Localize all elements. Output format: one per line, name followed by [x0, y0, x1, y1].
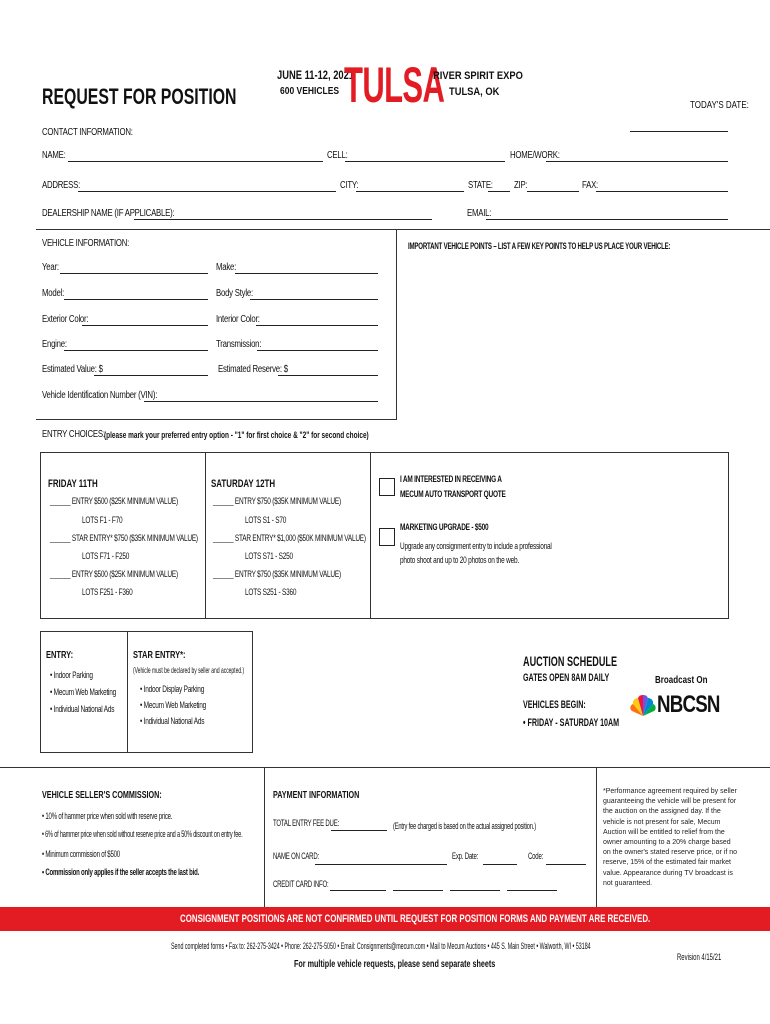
divider	[264, 767, 265, 907]
star-benefit-1: • Indoor Display Parking	[140, 684, 205, 694]
interior-color-field[interactable]	[256, 325, 378, 326]
exp-date-label: Exp. Date:	[452, 851, 479, 861]
code-field[interactable]	[546, 864, 586, 865]
marketing-upgrade-checkbox[interactable]	[379, 528, 395, 546]
entry-choices-heading: ENTRY CHOICES:	[42, 429, 105, 440]
page-title: REQUEST FOR POSITION	[42, 84, 237, 109]
cell-field[interactable]	[345, 161, 505, 162]
saturday-option-2-lots: LOTS S71 - S250	[245, 551, 293, 561]
commission-item-2: • 6% of hammer price when sold without reserve price and a 50% discount on entry fee.	[42, 829, 243, 839]
transport-quote-label-1: I AM INTERESTED IN RECEIVING A	[400, 474, 502, 484]
auction-schedule-heading: AUCTION SCHEDULE	[523, 653, 618, 669]
friday-option-2[interactable]: ______ STAR ENTRY* $750 ($35K MINIMUM VALUE)	[50, 533, 198, 543]
address-label: ADDRESS:	[42, 180, 81, 191]
star-entry-title: STAR ENTRY*:	[133, 650, 186, 661]
vehicles-begin-time: • FRIDAY - SATURDAY 10AM	[523, 717, 620, 729]
estimated-reserve-label: Estimated Reserve: $	[218, 364, 288, 375]
saturday-option-1[interactable]: ______ ENTRY $750 ($35K MINIMUM VALUE)	[213, 496, 341, 506]
gates-open: GATES OPEN 8AM DAILY	[523, 672, 610, 684]
name-field[interactable]	[68, 161, 323, 162]
friday-option-2-lots: LOTS F71 - F250	[82, 551, 130, 561]
vehicle-heading: VEHICLE INFORMATION:	[42, 238, 130, 249]
vehicles-begin-label: VEHICLES BEGIN:	[523, 699, 586, 711]
engine-label: Engine:	[42, 339, 67, 350]
commission-item-1: • 10% of hammer price when sold with reserve price.	[42, 811, 173, 821]
saturday-title: SATURDAY 12TH	[211, 478, 276, 490]
payment-heading: PAYMENT INFORMATION	[273, 790, 360, 801]
dealership-field[interactable]	[134, 219, 432, 220]
interior-color-label: Interior Color:	[216, 314, 260, 325]
card-number-field-1[interactable]	[330, 890, 386, 891]
marketing-upgrade-desc-1: Upgrade any consignment entry to include a professional	[400, 541, 552, 551]
state-field[interactable]	[488, 191, 510, 192]
year-field[interactable]	[60, 273, 208, 274]
saturday-option-1-lots: LOTS S1 - S70	[245, 515, 287, 525]
state-label: STATE:	[468, 180, 493, 191]
broadcast-label: Broadcast On	[655, 675, 708, 686]
home-work-label: HOME/WORK:	[510, 150, 560, 161]
star-entry-note: (Vehicle must be declared by seller and accepted.)	[133, 666, 245, 675]
network-logo: NBCSN	[657, 691, 720, 718]
marketing-upgrade-desc-2: photo shoot and up to 20 photos on the web.	[400, 555, 519, 565]
city-label: CITY:	[340, 180, 359, 191]
exp-date-field[interactable]	[483, 864, 517, 865]
friday-option-3-lots: LOTS F251 - F360	[82, 587, 133, 597]
cell-label: CELL:	[327, 150, 348, 161]
transmission-field[interactable]	[257, 350, 378, 351]
name-on-card-field[interactable]	[315, 864, 447, 865]
todays-date-field[interactable]	[630, 131, 728, 132]
estimated-value-label: Estimated Value: $	[42, 364, 103, 375]
transport-quote-label-2: MECUM AUTO TRANSPORT QUOTE	[400, 489, 506, 499]
commission-heading: VEHICLE SELLER'S COMMISSION:	[42, 790, 162, 801]
vin-field[interactable]	[144, 401, 378, 402]
fax-label: FAX:	[582, 180, 598, 191]
email-label: EMAIL:	[467, 208, 492, 219]
confirmation-banner-text: CONSIGNMENT POSITIONS ARE NOT CONFIRMED UNTIL REQUEST FOR POSITION FORMS AND PAYMENT ARE RECEIVED.	[180, 913, 651, 925]
estimated-reserve-field[interactable]	[278, 375, 378, 376]
card-number-field-3[interactable]	[450, 890, 500, 891]
body-style-label: Body Style:	[216, 288, 253, 299]
email-field[interactable]	[486, 219, 728, 220]
venue: RIVER SPIRIT EXPO	[433, 70, 523, 82]
saturday-option-3-lots: LOTS S251 - S360	[245, 587, 297, 597]
commission-item-3: • Minimum commission of $500	[42, 849, 120, 859]
city-field[interactable]	[356, 191, 464, 192]
saturday-option-2[interactable]: ______ STAR ENTRY* $1,000 ($50K MINIMUM VALUE)	[213, 533, 366, 543]
name-label: NAME:	[42, 150, 66, 161]
transmission-label: Transmission:	[216, 339, 262, 350]
card-number-field-4[interactable]	[507, 890, 557, 891]
entry-benefit-3: • Individual National Ads	[50, 704, 115, 714]
make-field[interactable]	[235, 273, 378, 274]
performance-note: *Performance agreement required by seller guaranteeing the vehicle will be present for the auction on the assigned day. If the vehicle is not present for sale, Mecum Auction will be entitled to relief from the owner amounting to a 20% charge based on the owner's stated reserve price, or if no reserve, 15% of the estimated fair market value. Appearance during TV broadcast is not guaranteed.	[603, 788, 738, 887]
saturday-option-3[interactable]: ______ ENTRY $750 ($35K MINIMUM VALUE)	[213, 569, 341, 579]
model-field[interactable]	[64, 299, 208, 300]
star-benefit-2: • Mecum Web Marketing	[140, 700, 207, 710]
total-fee-field[interactable]	[331, 830, 387, 831]
vin-label: Vehicle Identification Number (VIN):	[42, 390, 158, 401]
card-info-label: CREDIT CARD INFO:	[273, 879, 329, 889]
multiple-requests-note: For multiple vehicle requests, please send separate sheets	[294, 959, 496, 970]
divider	[127, 631, 128, 753]
fax-field[interactable]	[596, 191, 728, 192]
model-label: Model:	[42, 288, 65, 299]
friday-option-1-lots: LOTS F1 - F70	[82, 515, 123, 525]
card-number-field-2[interactable]	[393, 890, 443, 891]
exterior-color-field[interactable]	[82, 325, 208, 326]
estimated-value-field[interactable]	[94, 375, 208, 376]
year-label: Year:	[42, 262, 59, 273]
divider	[36, 229, 770, 230]
entry-choices-note: (please mark your preferred entry option - "1" for first choice & "2" for second choice)	[104, 430, 369, 440]
exterior-color-label: Exterior Color:	[42, 314, 89, 325]
entry-type-title: ENTRY:	[46, 650, 74, 661]
engine-field[interactable]	[64, 350, 208, 351]
revision-label: Revision 4/15/21	[677, 952, 722, 962]
divider	[370, 452, 371, 619]
total-fee-label: TOTAL ENTRY FEE DUE:	[273, 818, 340, 828]
friday-option-3[interactable]: ______ ENTRY $500 ($25K MINIMUM VALUE)	[50, 569, 178, 579]
divider	[0, 767, 770, 768]
zip-field[interactable]	[527, 191, 579, 192]
home-work-field[interactable]	[546, 161, 728, 162]
city-logo: TULSA	[344, 57, 445, 113]
friday-title: FRIDAY 11TH	[48, 478, 98, 490]
code-label: Code:	[528, 851, 544, 861]
body-style-field[interactable]	[250, 299, 378, 300]
name-on-card-label: NAME ON CARD:	[273, 851, 319, 861]
make-label: Make:	[216, 262, 237, 273]
divider	[36, 419, 397, 420]
address-field[interactable]	[78, 191, 336, 192]
dealership-label: DEALERSHIP NAME (IF APPLICABLE):	[42, 208, 175, 219]
send-instructions: Send completed forms • Fax to: 262-275-3424 • Phone: 262-275-5050 • Email: Consignments@mecum.com • Mail to Mecum Auctions • 445 S. Main Street • Walworth, WI • 53184	[171, 941, 591, 951]
vehicle-count: 600 VEHICLES	[280, 86, 340, 97]
todays-date-label: TODAY'S DATE:	[690, 100, 749, 111]
entry-benefit-2: • Mecum Web Marketing	[50, 687, 117, 697]
event-date: JUNE 11-12, 2021	[277, 68, 355, 82]
marketing-upgrade-label: MARKETING UPGRADE - $500	[400, 522, 489, 532]
commission-item-4: • Commission only applies if the seller accepts the last bid.	[42, 867, 200, 877]
venue-location: TULSA, OK	[449, 86, 500, 98]
divider	[396, 229, 397, 419]
total-fee-note: (Entry fee charged is based on the actual assigned position.)	[393, 821, 536, 831]
contact-heading: CONTACT INFORMATION:	[42, 127, 133, 138]
friday-option-1[interactable]: ______ ENTRY $500 ($25K MINIMUM VALUE)	[50, 496, 178, 506]
important-points-label: IMPORTANT VEHICLE POINTS – LIST A FEW KEY POINTS TO HELP US PLACE YOUR VEHICLE:	[408, 241, 671, 251]
entry-benefit-1: • Indoor Parking	[50, 670, 93, 680]
zip-label: ZIP:	[514, 180, 528, 191]
divider	[596, 767, 597, 907]
peacock-icon	[630, 694, 656, 723]
divider	[205, 452, 206, 619]
star-benefit-3: • Individual National Ads	[140, 716, 205, 726]
transport-quote-checkbox[interactable]	[379, 478, 395, 496]
